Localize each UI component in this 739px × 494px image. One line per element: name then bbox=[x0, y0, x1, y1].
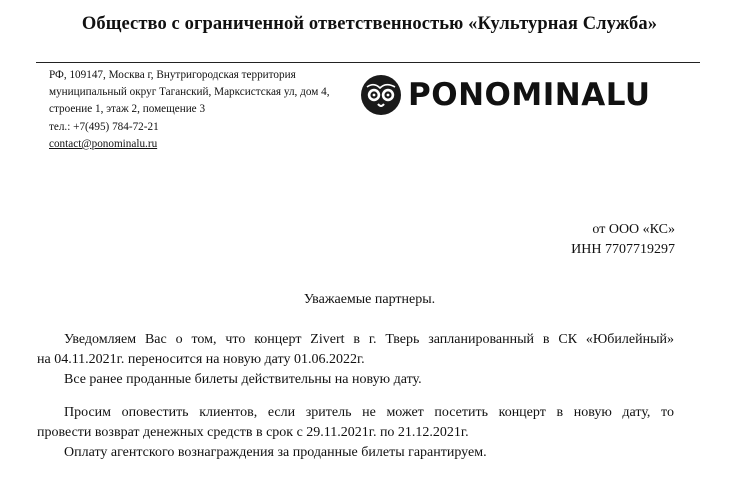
paragraph-1 bbox=[37, 330, 674, 390]
sender-inn: ИНН 7707719297 bbox=[571, 242, 675, 257]
address-line-2: муниципальный округ Таганский, Марксистская ул, дом 4, bbox=[49, 86, 330, 99]
organization-title: Общество с ограниченной ответственностью «Культурная Служба» bbox=[81, 14, 658, 34]
phone-number: тел.: +7(495) 784-72-21 bbox=[49, 120, 159, 133]
logo-wordmark: PONOMINALU bbox=[408, 77, 651, 113]
paragraph-2-line-2: провести возврат денежных средств в срок с 29.11.2021г. по 21.12.2021г. bbox=[37, 425, 469, 440]
sender-company: от ООО «КС» bbox=[592, 222, 675, 237]
sender-block bbox=[571, 220, 675, 260]
greeting: Уважаемые партнеры. bbox=[303, 292, 436, 307]
paragraph-1-line-2: на 04.11.2021г. переносится на новую дату 01.06.2022г. bbox=[37, 352, 365, 367]
paragraph-2-line-1: Просим оповестить клиентов, если зритель не может посетить концерт в новую дату, то bbox=[64, 405, 674, 420]
address-line-3: строение 1, этаж 2, помещение 3 bbox=[49, 103, 206, 116]
address-block bbox=[49, 67, 379, 153]
email-link[interactable]: contact@ponominalu.ru bbox=[49, 137, 158, 150]
address-line-1: РФ, 109147, Москва г, Внутригородская территория bbox=[49, 69, 296, 81]
header-divider bbox=[36, 62, 700, 63]
owl-eyes-icon bbox=[360, 74, 402, 116]
paragraph-1-line-3: Все ранее проданные билеты действительны на новую дату. bbox=[64, 372, 422, 387]
company-logo bbox=[360, 74, 680, 116]
paragraph-2 bbox=[37, 403, 674, 463]
paragraph-2-line-3: Оплату агентского вознаграждения за проданные билеты гарантируем. bbox=[64, 445, 487, 460]
paragraph-1-line-1: Уведомляем Вас о том, что концерт Zivert в г. Тверь запланированный в СК «Юбилейный» bbox=[64, 332, 674, 347]
